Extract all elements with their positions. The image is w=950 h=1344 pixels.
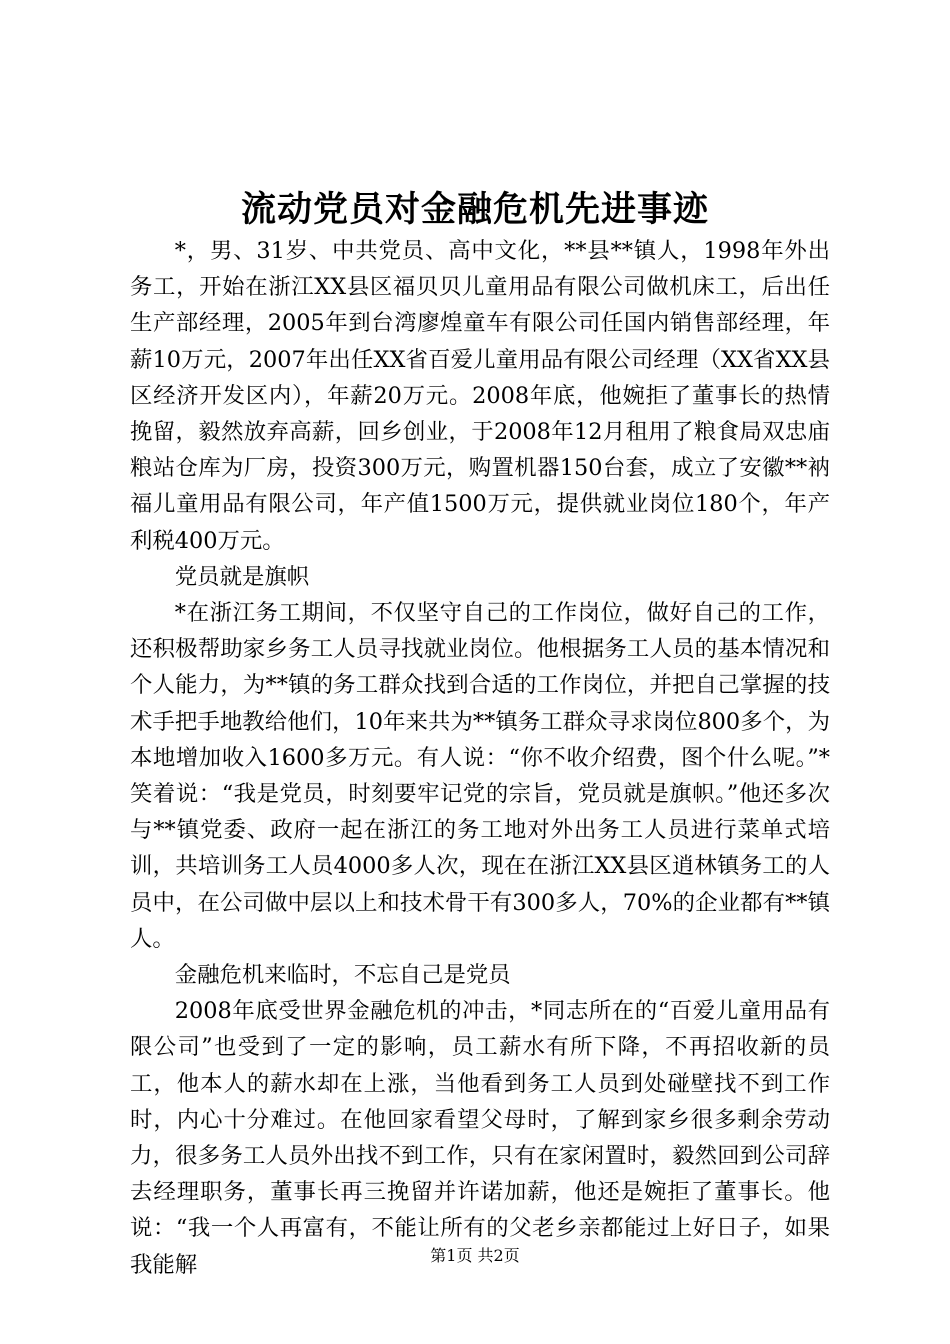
paragraph-intro: *，男、31岁、中共党员、高中文化，**县**镇人，1998年外出务工，开始在浙江XX县区福贝贝儿童用品有限公司做机床工，后出任生产部经理，2005年到台湾廖煌童车有限公司任国内销售部经理，年薪10万元，2007年出任XX省百爱儿童用品有限公司经理（XX省XX县区经济开发区内），年薪20万元。2008年底，他婉拒了董事长的热情挽留，毅然放弃高薪，回乡创业，于2008年12月租用了粮食局双忠庙粮站仓库为厂房，投资300万元，购置机器150台套，成立了安徽**衲福儿童用品有限公司，年产值1500万元，提供就业岗位180个，年产利税400万元。 [130,238,830,554]
paragraph-financial-crisis: 2008年底受世界金融危机的冲击，*同志所在的“百爱儿童用品有限公司”也受到了一定的影响，员工薪水有所下降，不再招收新的员工，他本人的薪水却在上涨，当他看到务工人员到处碰壁找不到工作时，内心十分难过。在他回家看望父母时，了解到家乡很多剩余劳动力，很多务工人员外出找不到工作，只有在家闲置时，毅然回到公司辞去经理职务，董事长再三挽留并许诺加薪，他还是婉拒了董事长。他说：“我一个人再富有，不能让所有的父老乡亲都能过上好日子，如果我能解 [130,998,830,1278]
section-heading-party-flag: 党员就是旗帜 [174,563,310,590]
section-heading-financial-crisis: 金融危机来临时，不忘自己是党员 [174,962,511,989]
paragraph-party-flag: *在浙江务工期间，不仅坚守自己的工作岗位，做好自己的工作，还积极帮助家乡务工人员寻找就业岗位。他根据务工人员的基本情况和个人能力，为**镇的务工群众找到合适的工作岗位，并把自己掌握的技术手把手地教给他们，10年来共为**镇务工群众寻求岗位800多个，为本地增加收入1600多万元。有人说：“你不收介绍费，图个什么呢。”*笑着说：“我是党员，时刻要牢记党的宗旨，党员就是旗帜。”他还多次与**镇党委、政府一起在浙江的务工地对外出务工人员进行菜单式培训，共培训务工人员4000多人次，现在在浙江XX县区逍林镇务工的人员中，在公司做中层以上和技术骨干有300多人，70%的企业都有**镇人。 [130,600,830,952]
page-number-footer: 第1页 共2页 [430,1246,520,1265]
document-title: 流动党员对金融危机先进事迹 [240,189,709,230]
document-body [130,233,830,1283]
